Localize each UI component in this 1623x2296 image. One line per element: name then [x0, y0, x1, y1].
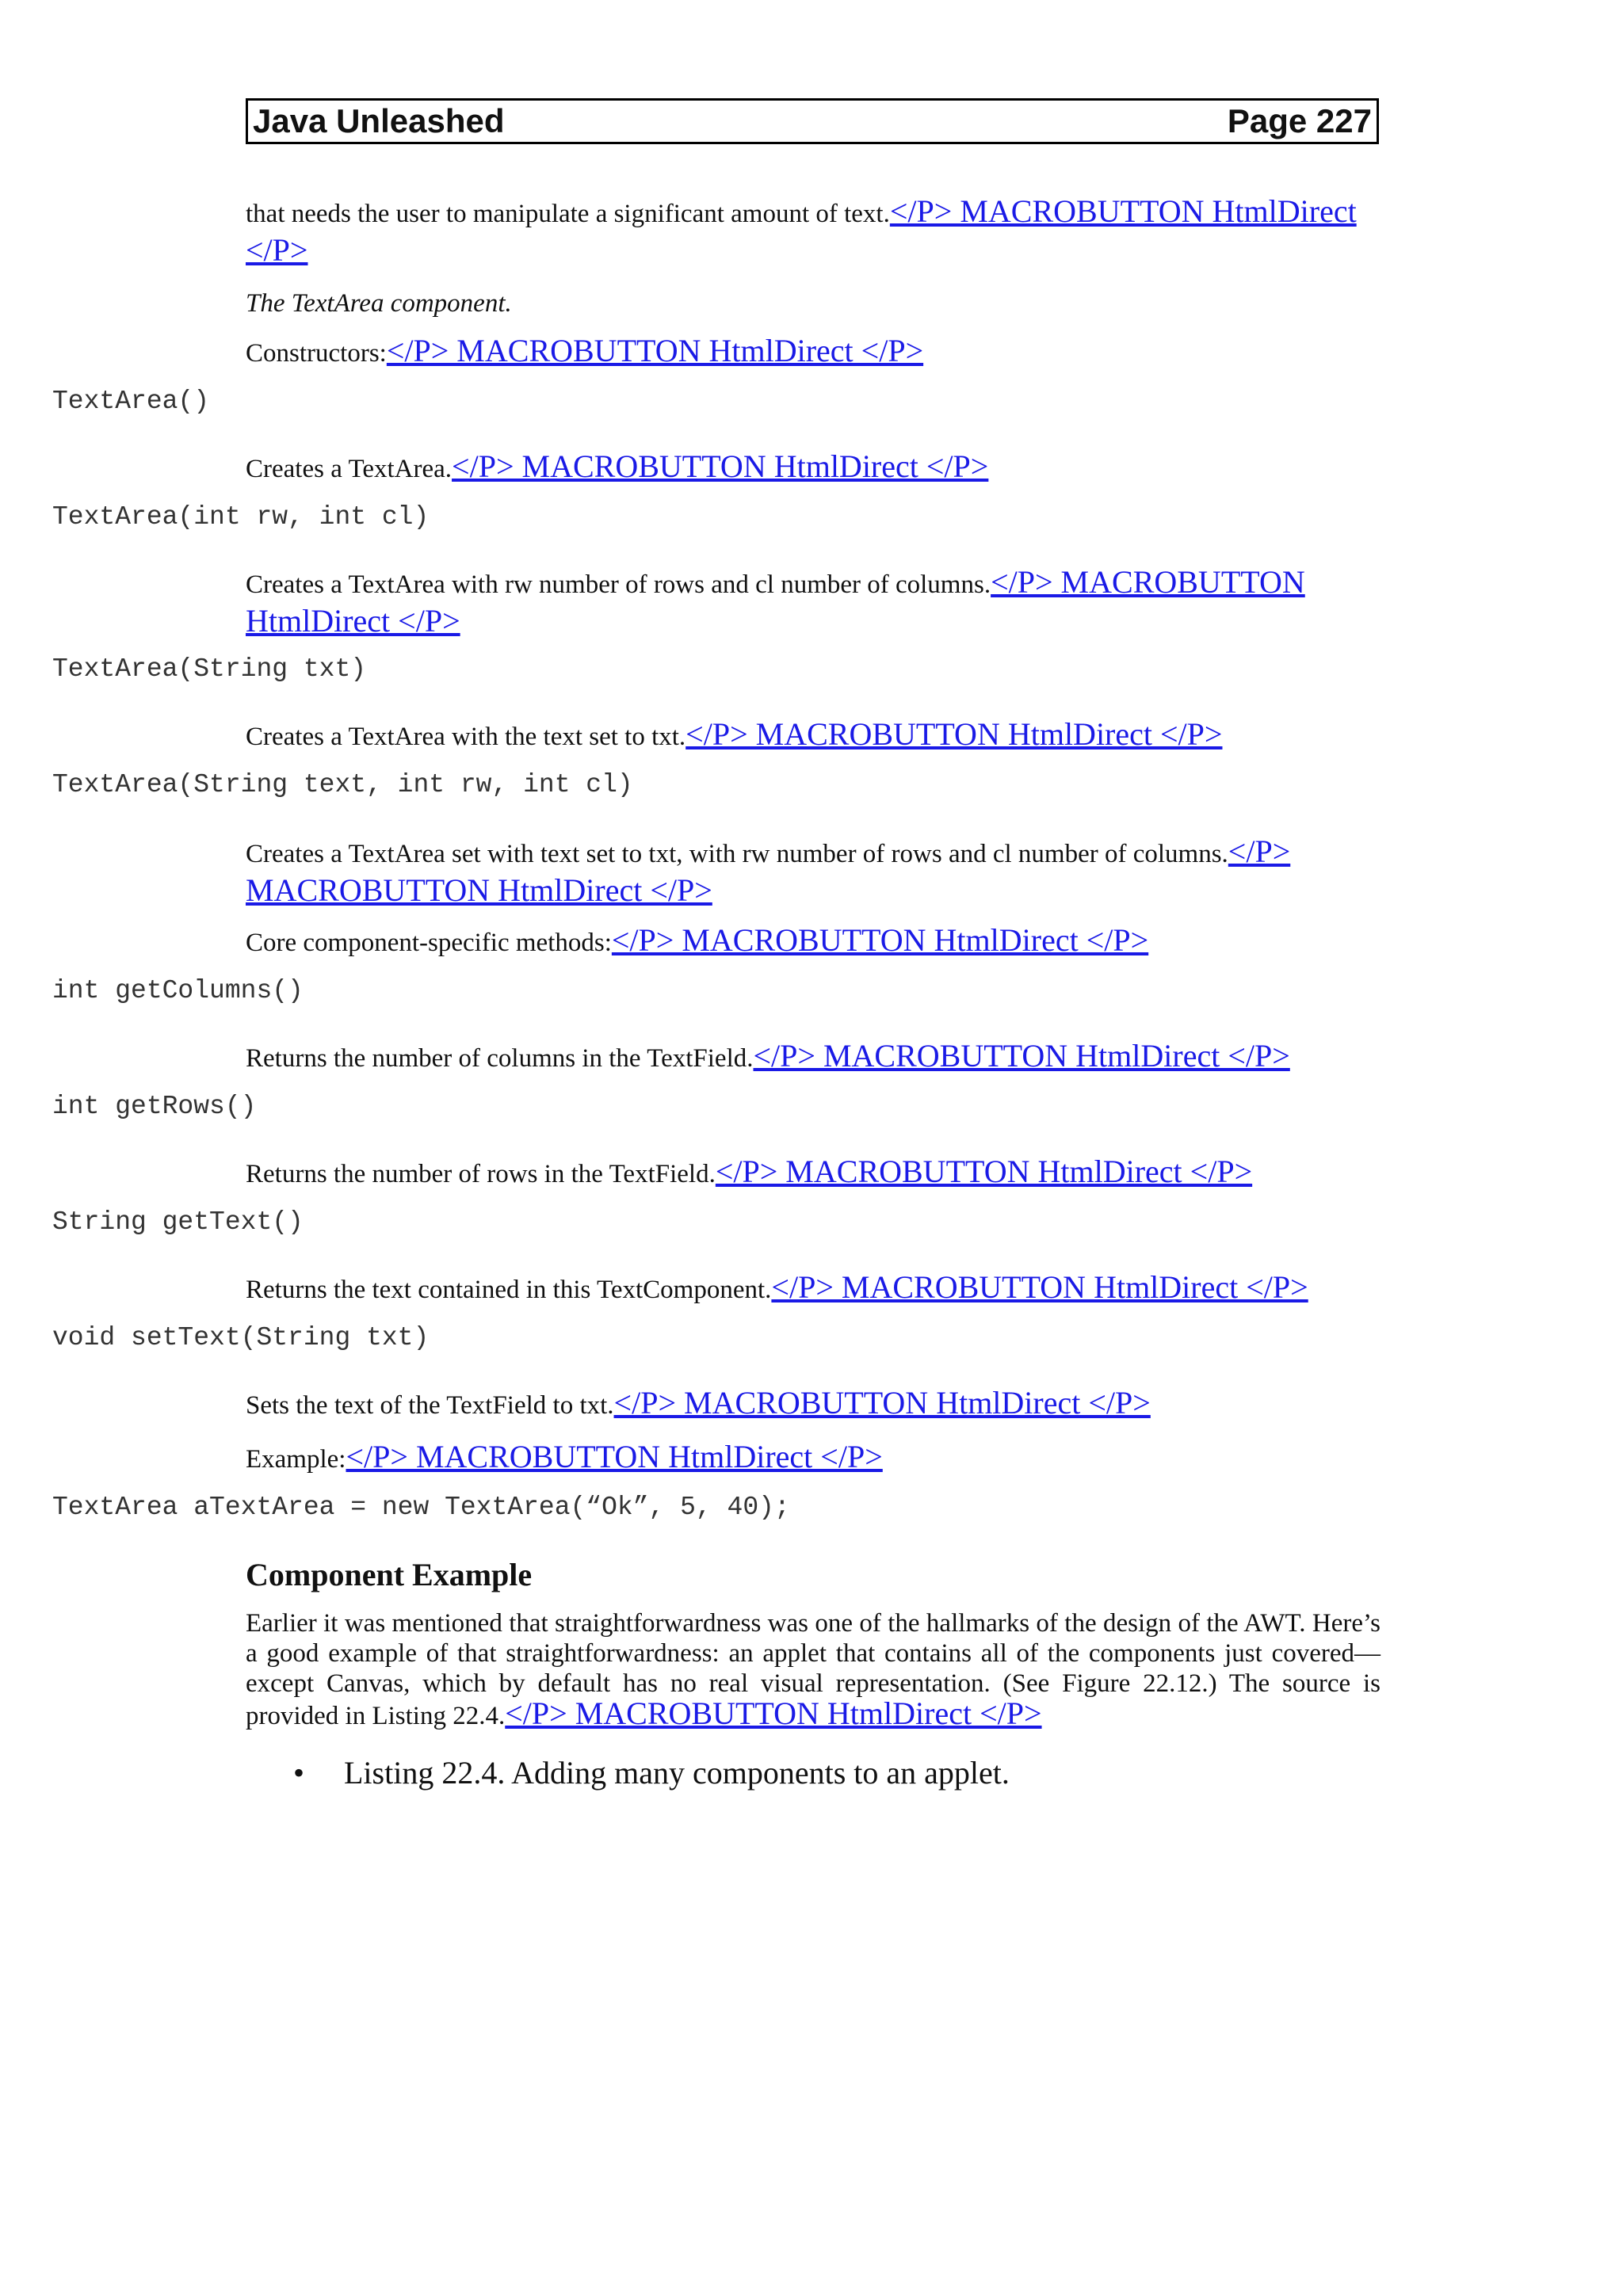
- code-line: int getRows(): [52, 1092, 257, 1121]
- macrobutton-link[interactable]: </P> MACROBUTTON HtmlDirect </P>: [246, 193, 1357, 268]
- paragraph: Creates a TextArea with the text set to txt.</P> MACROBUTTON HtmlDirect </P>: [246, 716, 1223, 752]
- section-heading: Component Example: [246, 1557, 533, 1592]
- listing-bullet: [293, 1754, 1010, 1791]
- paragraph: that needs the user to manipulate a significant amount of text.</P> MACROBUTTON HtmlDirect </P>: [246, 193, 1357, 268]
- paragraph: Constructors:</P> MACROBUTTON HtmlDirect </P>: [246, 333, 924, 368]
- code-line: TextArea(String text, int rw, int cl): [52, 770, 633, 799]
- macrobutton-link[interactable]: </P> MACROBUTTON HtmlDirect </P>: [246, 564, 1305, 639]
- code-line: TextArea aTextArea = new TextArea(“Ok”, 5, 40);: [52, 1493, 790, 1522]
- code-line: TextArea(String txt): [52, 654, 367, 684]
- paragraph: Returns the number of rows in the TextField.</P> MACROBUTTON HtmlDirect </P>: [246, 1154, 1253, 1189]
- macrobutton-link[interactable]: </P> MACROBUTTON HtmlDirect </P>: [505, 1695, 1042, 1731]
- macrobutton-link[interactable]: </P> MACROBUTTON HtmlDirect </P>: [753, 1038, 1290, 1074]
- page-header: [246, 98, 1379, 144]
- code-line: TextArea(): [52, 387, 210, 416]
- paragraph: Creates a TextArea.</P> MACROBUTTON HtmlDirect </P>: [246, 448, 989, 484]
- macrobutton-link[interactable]: </P> MACROBUTTON HtmlDirect </P>: [386, 333, 924, 368]
- bullet-icon: •: [293, 1755, 305, 1791]
- paragraph: Returns the text contained in this TextComponent.</P> MACROBUTTON HtmlDirect </P>: [246, 1269, 1308, 1305]
- section-body: Earlier it was mentioned that straightforwardness was one of the hallmarks of the design of the AWT. Here’s a good example of that straightforwardness: an applet that contains all of the components just covered—except Canvas, which by default has no real visual representation. (See Figure 22.12.) The source is provided in Listing 22.4.</P> MACROBUTTON HtmlDirect </P>: [246, 1609, 1381, 1731]
- paragraph: Sets the text of the TextField to txt.</P> MACROBUTTON HtmlDirect </P>: [246, 1385, 1151, 1421]
- macrobutton-link[interactable]: </P> MACROBUTTON HtmlDirect </P>: [246, 833, 1291, 908]
- code-line: int getColumns(): [52, 976, 304, 1005]
- page-number: Page 227: [1227, 102, 1372, 139]
- paragraph: Returns the number of columns in the TextField.</P> MACROBUTTON HtmlDirect </P>: [246, 1038, 1290, 1074]
- macrobutton-link[interactable]: </P> MACROBUTTON HtmlDirect </P>: [771, 1269, 1308, 1305]
- paragraph: Example:</P> MACROBUTTON HtmlDirect </P>: [246, 1439, 883, 1474]
- macrobutton-link[interactable]: </P> MACROBUTTON HtmlDirect </P>: [346, 1439, 883, 1474]
- macrobutton-link[interactable]: </P> MACROBUTTON HtmlDirect </P>: [715, 1154, 1253, 1189]
- paragraph: Core component-specific methods:</P> MACROBUTTON HtmlDirect </P>: [246, 922, 1149, 958]
- code-line: TextArea(int rw, int cl): [52, 502, 430, 532]
- macrobutton-link[interactable]: </P> MACROBUTTON HtmlDirect </P>: [611, 922, 1149, 958]
- code-line: void setText(String txt): [52, 1323, 430, 1352]
- listing-caption: Listing 22.4. Adding many components to an applet.: [344, 1755, 1010, 1791]
- paragraph: Creates a TextArea with rw number of rows and cl number of columns.</P> MACROBUTTON HtmlDirect </P>: [246, 564, 1305, 639]
- macrobutton-link[interactable]: </P> MACROBUTTON HtmlDirect </P>: [452, 448, 989, 484]
- macrobutton-link[interactable]: </P> MACROBUTTON HtmlDirect </P>: [685, 716, 1223, 752]
- caption: The TextArea component.: [246, 289, 512, 318]
- paragraph: Creates a TextArea set with text set to txt, with rw number of rows and cl number of columns.</P> MACROBUTTON HtmlDirect </P>: [246, 833, 1291, 908]
- macrobutton-link[interactable]: </P> MACROBUTTON HtmlDirect </P>: [613, 1385, 1151, 1421]
- code-line: String getText(): [52, 1207, 304, 1237]
- book-title: Java Unleashed: [253, 102, 505, 139]
